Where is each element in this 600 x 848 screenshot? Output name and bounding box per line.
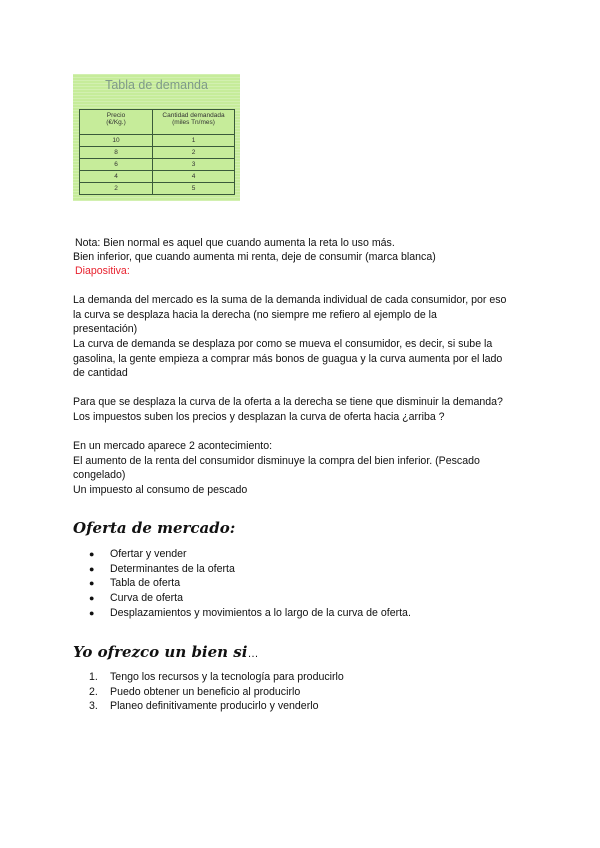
section-heading-oferta: Oferta de mercado: bbox=[73, 519, 236, 537]
list-item: ● Tabla de oferta bbox=[89, 577, 181, 590]
bullet-icon: ● bbox=[89, 607, 95, 618]
paragraph-line: Para que se desplaza la curva de la oferta a la derecha se tiene que disminuir la demanda? bbox=[73, 396, 503, 408]
section-heading-ofrezco bbox=[73, 643, 258, 661]
list-item: 3. Planeo definitivamente producirlo y venderlo bbox=[89, 700, 319, 713]
paragraph-line: de cantidad bbox=[73, 367, 128, 379]
bullet-icon: ● bbox=[89, 549, 95, 559]
paragraph-line: En un mercado aparece 2 acontecimiento: bbox=[73, 440, 273, 452]
bullet-icon: ● bbox=[89, 563, 95, 574]
paragraph-line: presentación) bbox=[73, 323, 138, 335]
list-item: 1. Tengo los recursos y la tecnología para producirlo bbox=[89, 671, 344, 683]
quantity-cell: 5 bbox=[153, 183, 235, 195]
list-item: 2. Puedo obtener un beneficio al producirlo bbox=[89, 685, 301, 698]
slide-label: Diapositiva: bbox=[75, 265, 130, 277]
table-row bbox=[80, 147, 235, 159]
table-row bbox=[80, 183, 235, 195]
paragraph-line: Un impuesto al consumo de pescado bbox=[73, 484, 248, 496]
list-item: ● Determinantes de la oferta bbox=[89, 562, 235, 575]
paragraph-line: Los impuestos suben los precios y desplazan la curva de oferta hacia ¿arriba ? bbox=[73, 411, 445, 423]
price-cell: 2 bbox=[80, 183, 153, 195]
oferta-bullet-list bbox=[89, 547, 411, 621]
bullet-icon: ● bbox=[89, 578, 95, 589]
table-row bbox=[80, 171, 235, 183]
paragraph-line: congelado) bbox=[73, 469, 126, 481]
list-number: 1. bbox=[89, 671, 98, 683]
heading-ellipsis: … bbox=[247, 648, 259, 660]
paragraph-line: la curva se desplaza hacia la derecha (no siempre me refiero al ejemplo de la bbox=[73, 309, 437, 321]
price-cell: 4 bbox=[80, 171, 153, 183]
paragraph-line: El aumento de la renta del consumidor disminuye la compra del bien inferior. (Pescado bbox=[73, 455, 480, 467]
list-number: 3. bbox=[89, 700, 98, 713]
note-normal-good: Nota: Bien normal es aquel que cuando aumenta la reta lo uso más. bbox=[75, 237, 395, 249]
paragraph-line: La curva de demanda se desplaza por como se mueva el consumidor, es decir, si sube la bbox=[73, 338, 493, 350]
table-row bbox=[80, 135, 235, 147]
quantity-cell: 1 bbox=[153, 135, 235, 147]
quantity-cell: 2 bbox=[153, 147, 235, 159]
price-cell: 10 bbox=[80, 135, 153, 147]
list-item: ● Ofertar y vender bbox=[89, 548, 187, 560]
ofrezco-numbered-list bbox=[89, 670, 344, 714]
quantity-cell: 4 bbox=[153, 171, 235, 183]
section-heading-text: Yo ofrezco un bien si bbox=[73, 643, 248, 661]
paragraph-line: gasolina, la gente empieza a comprar más bonos de guagua y la curva aumenta por el lado bbox=[73, 353, 503, 365]
table-header-quantity: Cantidad demandada (miles Tn/mes) bbox=[153, 110, 235, 135]
quantity-cell: 3 bbox=[153, 159, 235, 171]
price-cell: 6 bbox=[80, 159, 153, 171]
note-inferior-good: Bien inferior, que cuando aumenta mi renta, deje de consumir (marca blanca) bbox=[73, 251, 436, 263]
demand-table-image bbox=[73, 74, 240, 201]
price-cell: 8 bbox=[80, 147, 153, 159]
demand-table-title: Tabla de demanda bbox=[105, 78, 208, 92]
list-item: ● Desplazamientos y movimientos a lo largo de la curva de oferta. bbox=[89, 606, 411, 619]
paragraph-line: La demanda del mercado es la suma de la demanda individual de cada consumidor, por eso bbox=[73, 294, 507, 306]
list-item: ● Curva de oferta bbox=[89, 592, 184, 605]
bullet-icon: ● bbox=[89, 593, 95, 604]
list-number: 2. bbox=[89, 685, 98, 698]
table-header-price: Precio (€/Kg.) bbox=[80, 110, 153, 135]
demand-table bbox=[79, 109, 235, 195]
table-row bbox=[80, 159, 235, 171]
